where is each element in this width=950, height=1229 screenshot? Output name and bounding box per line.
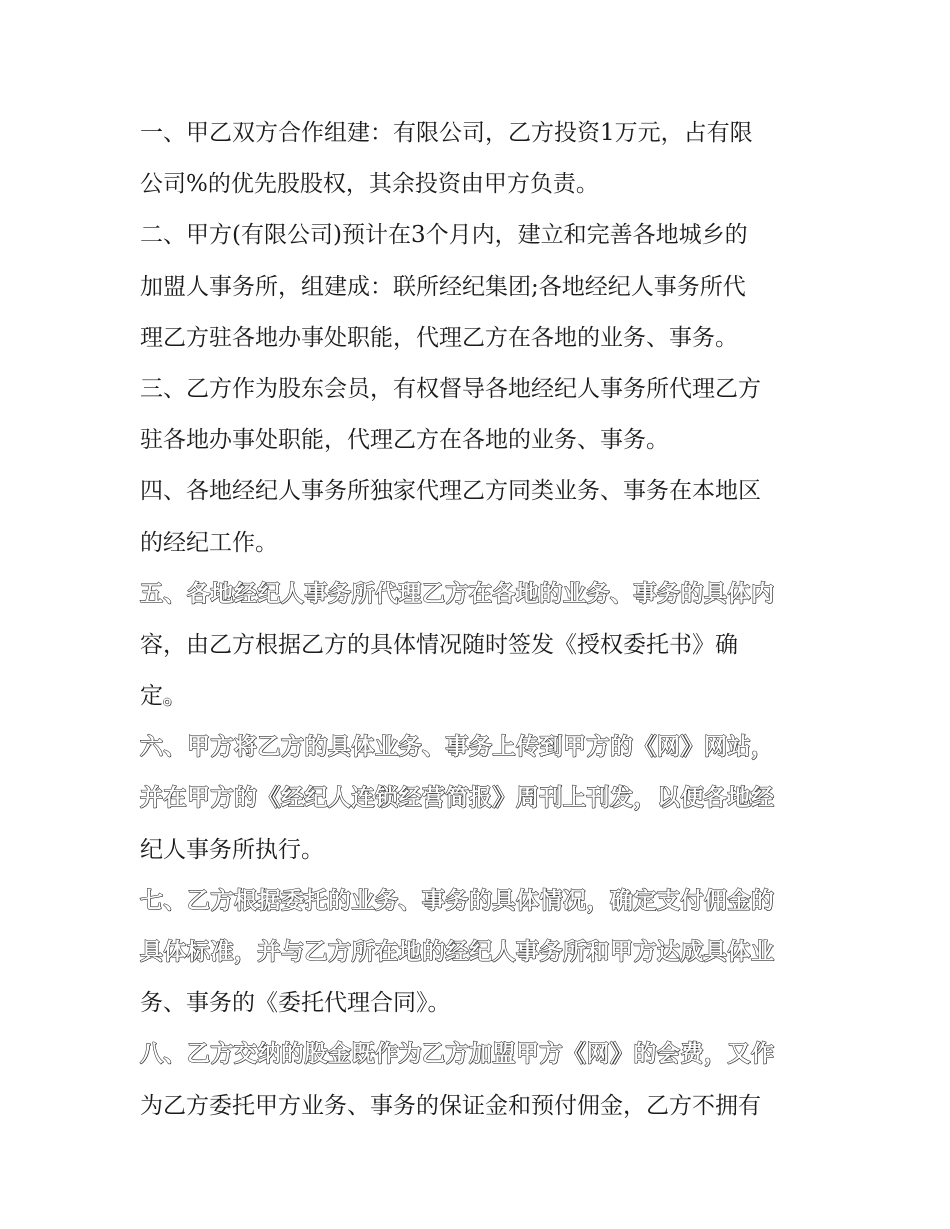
text-line-outlined: 六、甲方将乙方的具体业务、事务上传到甲方的《网》网站， (140, 734, 775, 761)
text-line-outlined: 五、各地经纪人事务所代理乙方在各地的业务、事务的具体内 (140, 580, 775, 607)
text-line: 四、各地经纪人事务所独家代理乙方同类业务、事务在本地区 (140, 478, 761, 505)
text-line: 为乙方委托甲方业务、事务的保证金和预付佣金，乙方不拥有 (140, 1092, 761, 1119)
text-line-mixed (140, 671, 815, 722)
text-line: 容，由乙方根据乙方的具体情况随时签发《授权委托书》确 (140, 631, 738, 658)
text-line: 的经纪工作。 (140, 529, 278, 556)
text-line-outlined: 并在甲方的《经纪人连锁经营简报》周刊上刊发，以便各地经 (140, 785, 775, 812)
text-line: 公司%的优先股股权，其余投资由甲方负责。 (140, 171, 599, 198)
text-line-outlined: 七、乙方根据委托的业务、事务的具体情况，确定支付佣金的 (140, 887, 775, 914)
text-segment-outlined: 。 (163, 683, 186, 710)
text-line: 二、甲方(有限公司)预计在3个月内，建立和完善各地城乡的 (140, 222, 748, 249)
document-body (140, 108, 815, 1132)
text-segment: 定 (140, 683, 163, 710)
text-line-outlined: 八、乙方交纳的股金既作为乙方加盟甲方《网》的会费，又作 (140, 1041, 775, 1068)
text-line: 纪人事务所执行。 (140, 836, 324, 863)
text-line-outlined: 具体标准，并与乙方所在地的经纪人事务所和甲方达成具体业 (140, 939, 775, 965)
text-line: 理乙方驻各地办事处职能，代理乙方在各地的业务、事务。 (140, 324, 738, 351)
text-line: 驻各地办事处职能，代理乙方在各地的业务、事务。 (140, 427, 669, 454)
text-line: 加盟人事务所，组建成：联所经纪集团;各地经纪人事务所代 (140, 273, 746, 300)
text-line: 三、乙方作为股东会员，有权督导各地经纪人事务所代理乙方 (140, 375, 761, 402)
text-line: 一、甲乙双方合作组建：有限公司，乙方投资1万元，占有限 (140, 120, 753, 146)
text-line: 务、事务的《委托代理合同》。 (140, 990, 451, 1017)
